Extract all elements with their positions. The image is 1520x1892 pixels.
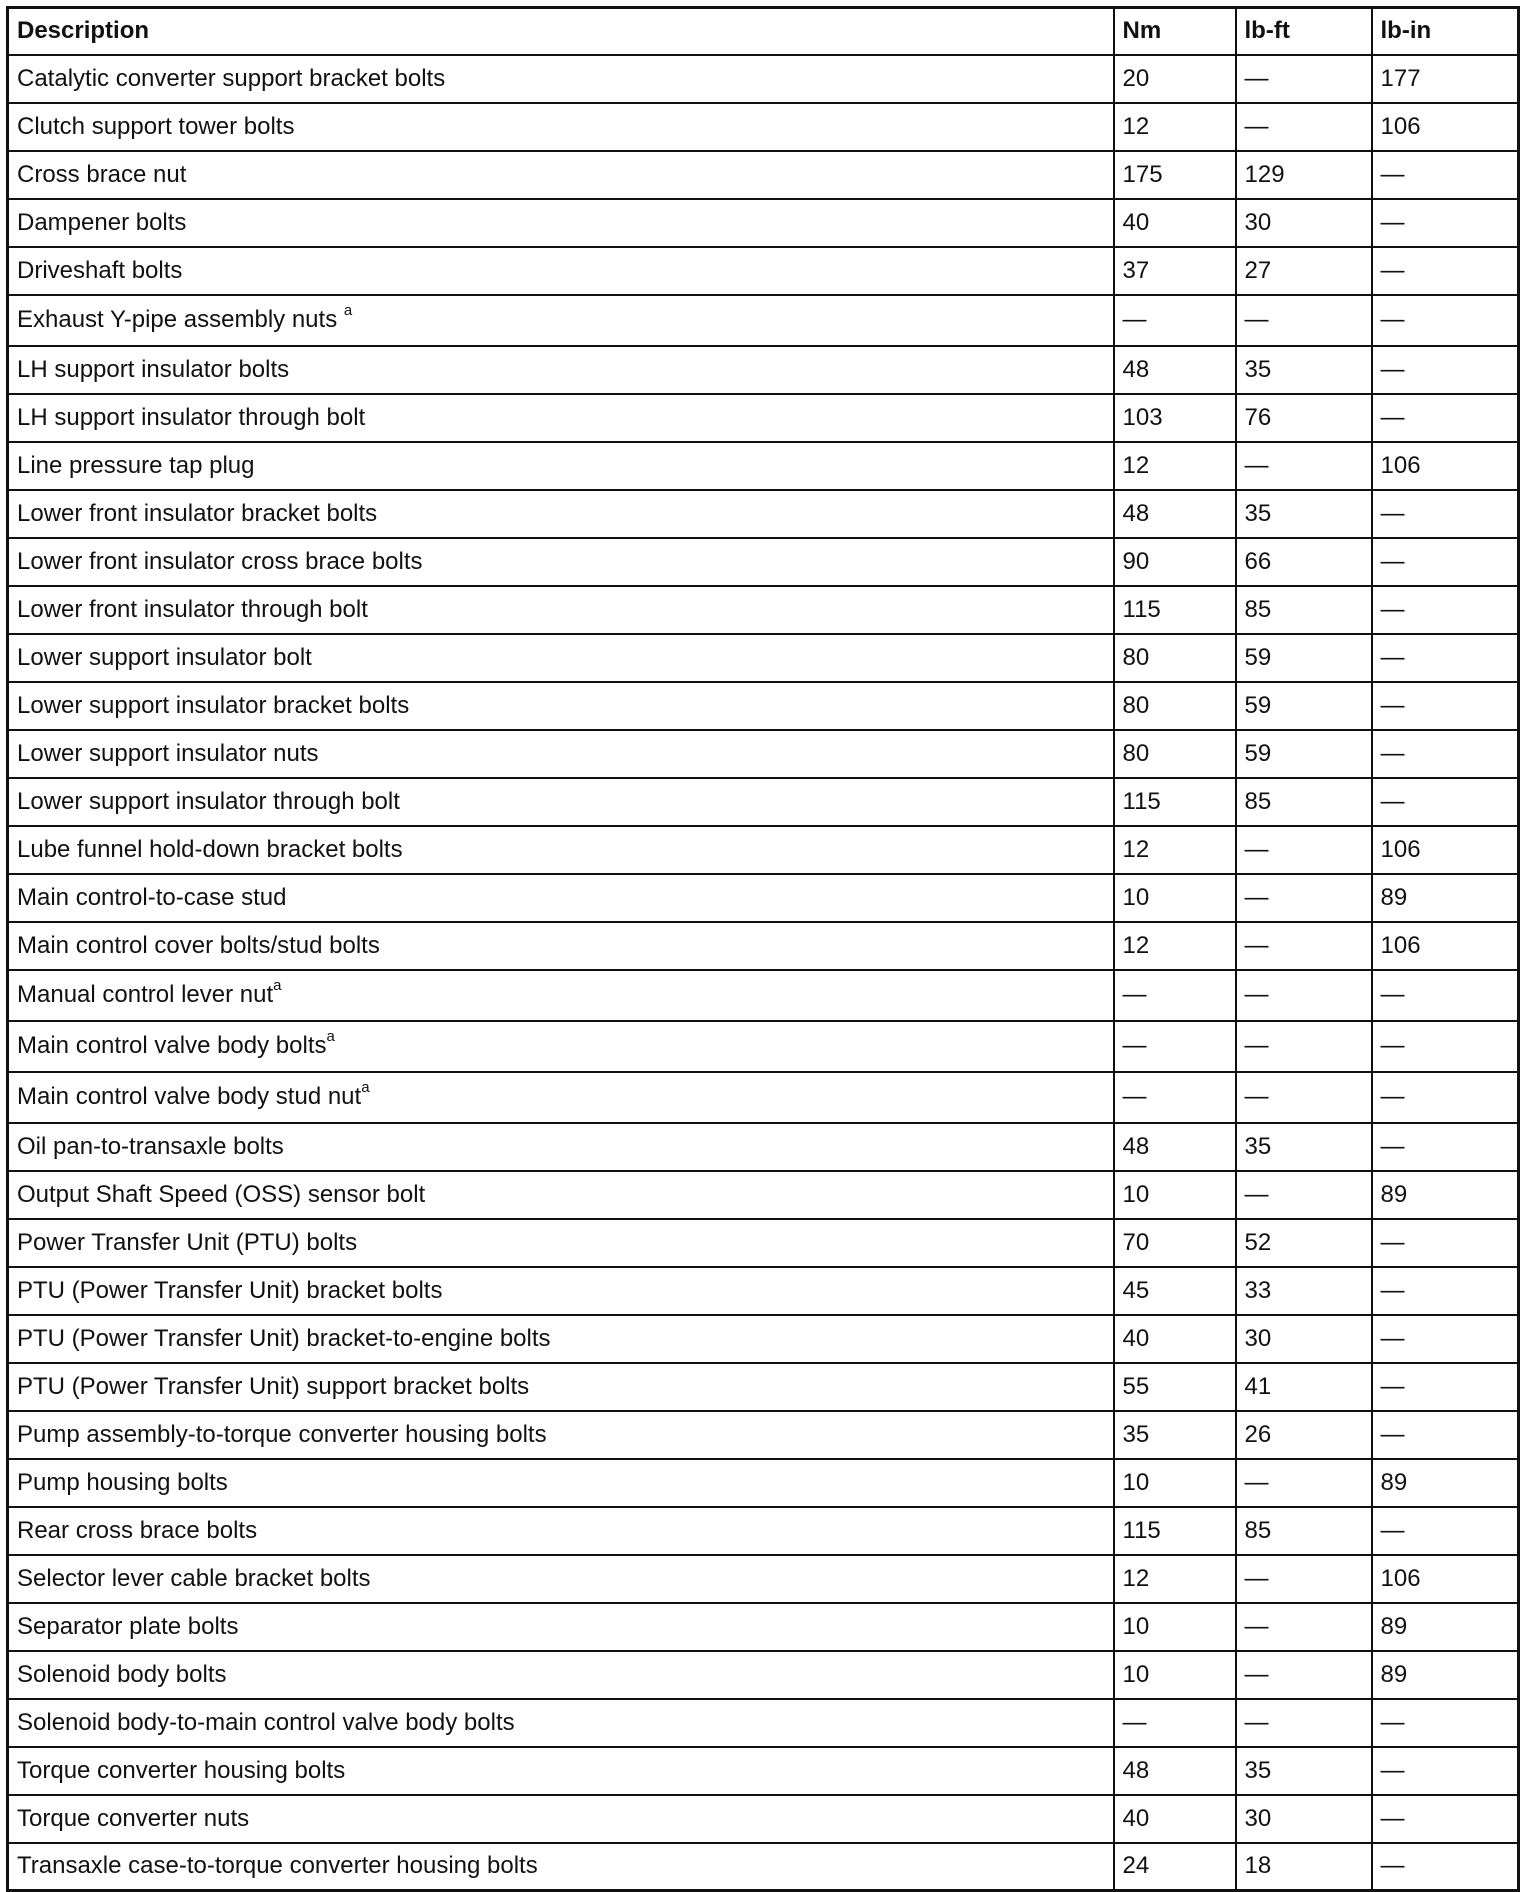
table-row: [8, 1315, 1519, 1363]
cell-lb-in: 106: [1372, 103, 1519, 151]
table-row: [8, 1507, 1519, 1555]
table-row: [8, 199, 1519, 247]
table-row: [8, 634, 1519, 682]
cell-lb-ft: —: [1236, 1021, 1372, 1072]
cell-lb-in: —: [1372, 247, 1519, 295]
cell-nm: 24: [1114, 1843, 1236, 1891]
cell-lb-in: —: [1372, 1699, 1519, 1747]
table-row: [8, 1411, 1519, 1459]
cell-lb-ft: 59: [1236, 634, 1372, 682]
cell-nm: 115: [1114, 1507, 1236, 1555]
description-text: Lower front insulator through bolt: [17, 595, 368, 623]
cell-description: [8, 490, 1114, 538]
table-row: [8, 970, 1519, 1021]
cell-nm: 55: [1114, 1363, 1236, 1411]
description-text: Main control valve body bolts: [17, 1032, 327, 1059]
cell-description: [8, 55, 1114, 103]
cell-nm: —: [1114, 1021, 1236, 1072]
description-text: Main control cover bolts/stud bolts: [17, 931, 380, 959]
cell-nm: 80: [1114, 730, 1236, 778]
cell-lb-ft: —: [1236, 103, 1372, 151]
cell-description: [8, 586, 1114, 634]
cell-lb-in: 89: [1372, 874, 1519, 922]
description-text: Transaxle case-to-torque converter housing bolts: [17, 1852, 538, 1880]
table-row: [8, 295, 1519, 346]
cell-lb-ft: —: [1236, 1651, 1372, 1699]
cell-lb-ft: —: [1236, 55, 1372, 103]
cell-lb-in: —: [1372, 394, 1519, 442]
cell-lb-ft: —: [1236, 1171, 1372, 1219]
cell-lb-ft: —: [1236, 295, 1372, 346]
table-row: [8, 151, 1519, 199]
table-row: [8, 394, 1519, 442]
cell-lb-in: —: [1372, 1843, 1519, 1891]
cell-lb-in: —: [1372, 1021, 1519, 1072]
cell-lb-ft: 30: [1236, 1315, 1372, 1363]
cell-lb-ft: 30: [1236, 1795, 1372, 1843]
cell-lb-ft: 85: [1236, 586, 1372, 634]
description-text: Catalytic converter support bracket bolts: [17, 64, 446, 92]
cell-nm: 70: [1114, 1219, 1236, 1267]
cell-lb-ft: 26: [1236, 1411, 1372, 1459]
cell-description: [8, 1843, 1114, 1891]
cell-lb-ft: 66: [1236, 538, 1372, 586]
cell-lb-in: —: [1372, 970, 1519, 1021]
cell-nm: 35: [1114, 1411, 1236, 1459]
footnote-marker: a: [273, 977, 282, 994]
cell-nm: 10: [1114, 1651, 1236, 1699]
table-row: [8, 1843, 1519, 1891]
table-row: [8, 1021, 1519, 1072]
cell-lb-ft: 18: [1236, 1843, 1372, 1891]
cell-nm: 90: [1114, 538, 1236, 586]
description-text: Pump housing bolts: [17, 1468, 228, 1496]
cell-nm: 12: [1114, 922, 1236, 970]
cell-description: [8, 1603, 1114, 1651]
cell-nm: 10: [1114, 1171, 1236, 1219]
cell-nm: 10: [1114, 1459, 1236, 1507]
table-row: [8, 1795, 1519, 1843]
cell-nm: 10: [1114, 874, 1236, 922]
cell-description: [8, 1699, 1114, 1747]
cell-description: [8, 538, 1114, 586]
cell-lb-in: —: [1372, 199, 1519, 247]
description-text: Torque converter housing bolts: [17, 1756, 346, 1784]
footnote-marker: a: [361, 1079, 370, 1096]
table-row: [8, 490, 1519, 538]
cell-nm: 40: [1114, 1795, 1236, 1843]
description-text: Lower support insulator through bolt: [17, 787, 400, 815]
table-row: [8, 1072, 1519, 1123]
description-text: Separator plate bolts: [17, 1612, 239, 1640]
cell-lb-in: —: [1372, 1219, 1519, 1267]
cell-lb-ft: 85: [1236, 1507, 1372, 1555]
cell-nm: —: [1114, 295, 1236, 346]
cell-lb-in: —: [1372, 730, 1519, 778]
header-lb-in: lb-in: [1372, 8, 1519, 55]
cell-description: [8, 1651, 1114, 1699]
description-text: Lower front insulator cross brace bolts: [17, 547, 423, 575]
cell-lb-ft: —: [1236, 826, 1372, 874]
cell-lb-in: —: [1372, 1411, 1519, 1459]
cell-lb-ft: —: [1236, 1072, 1372, 1123]
table-row: [8, 826, 1519, 874]
cell-lb-ft: 85: [1236, 778, 1372, 826]
cell-nm: 12: [1114, 826, 1236, 874]
description-text: Dampener bolts: [17, 208, 187, 236]
description-text: Lower support insulator bolt: [17, 643, 312, 671]
table-row: [8, 1267, 1519, 1315]
cell-description: [8, 1507, 1114, 1555]
description-text: PTU (Power Transfer Unit) bracket bolts: [17, 1276, 443, 1304]
cell-nm: 12: [1114, 103, 1236, 151]
cell-description: [8, 874, 1114, 922]
cell-lb-in: 89: [1372, 1171, 1519, 1219]
cell-nm: —: [1114, 1699, 1236, 1747]
cell-nm: 12: [1114, 1555, 1236, 1603]
description-text: Clutch support tower bolts: [17, 112, 295, 140]
cell-nm: 80: [1114, 634, 1236, 682]
table-row: [8, 1363, 1519, 1411]
cell-description: [8, 442, 1114, 490]
cell-lb-in: —: [1372, 490, 1519, 538]
table-row: [8, 442, 1519, 490]
cell-description: [8, 1123, 1114, 1171]
table-row: [8, 1651, 1519, 1699]
cell-lb-ft: 30: [1236, 199, 1372, 247]
table-row: [8, 1459, 1519, 1507]
cell-nm: —: [1114, 1072, 1236, 1123]
description-text: Exhaust Y-pipe assembly nuts: [17, 306, 344, 333]
cell-lb-ft: —: [1236, 442, 1372, 490]
description-text: Main control-to-case stud: [17, 883, 287, 911]
cell-description: [8, 682, 1114, 730]
cell-lb-in: 89: [1372, 1603, 1519, 1651]
cell-description: [8, 247, 1114, 295]
cell-lb-in: —: [1372, 778, 1519, 826]
header-row: [8, 8, 1519, 55]
cell-description: [8, 922, 1114, 970]
cell-lb-ft: 33: [1236, 1267, 1372, 1315]
cell-description: [8, 1219, 1114, 1267]
cell-lb-in: —: [1372, 1363, 1519, 1411]
table-row: [8, 922, 1519, 970]
cell-description: [8, 826, 1114, 874]
cell-description: [8, 346, 1114, 394]
description-text: Output Shaft Speed (OSS) sensor bolt: [17, 1180, 426, 1208]
cell-nm: 115: [1114, 586, 1236, 634]
table-row: [8, 1747, 1519, 1795]
cell-description: [8, 1795, 1114, 1843]
cell-lb-ft: 35: [1236, 1123, 1372, 1171]
description-text: LH support insulator through bolt: [17, 403, 366, 431]
description-text: Main control valve body stud nut: [17, 1083, 362, 1110]
cell-lb-ft: 52: [1236, 1219, 1372, 1267]
header-lb-ft: lb-ft: [1236, 8, 1372, 55]
cell-lb-ft: —: [1236, 1459, 1372, 1507]
cell-description: [8, 1747, 1114, 1795]
cell-lb-ft: 59: [1236, 682, 1372, 730]
cell-nm: 48: [1114, 1747, 1236, 1795]
cell-lb-ft: —: [1236, 874, 1372, 922]
description-text: Lower support insulator bracket bolts: [17, 691, 410, 719]
table-row: [8, 778, 1519, 826]
cell-lb-in: —: [1372, 1123, 1519, 1171]
table-row: [8, 346, 1519, 394]
cell-description: [8, 103, 1114, 151]
cell-lb-in: 106: [1372, 826, 1519, 874]
cell-description: [8, 778, 1114, 826]
description-text: Oil pan-to-transaxle bolts: [17, 1132, 284, 1160]
table-row: [8, 1603, 1519, 1651]
cell-lb-in: 106: [1372, 442, 1519, 490]
cell-description: [8, 1171, 1114, 1219]
cell-nm: 12: [1114, 442, 1236, 490]
cell-description: [8, 1072, 1114, 1123]
cell-nm: 10: [1114, 1603, 1236, 1651]
cell-description: [8, 1021, 1114, 1072]
cell-lb-ft: —: [1236, 1699, 1372, 1747]
table-row: [8, 538, 1519, 586]
torque-spec-table: [6, 6, 1520, 1892]
description-text: PTU (Power Transfer Unit) support bracket bolts: [17, 1372, 530, 1400]
cell-lb-ft: 129: [1236, 151, 1372, 199]
cell-lb-ft: —: [1236, 970, 1372, 1021]
description-text: Selector lever cable bracket bolts: [17, 1564, 371, 1592]
cell-lb-ft: —: [1236, 1555, 1372, 1603]
cell-description: [8, 1459, 1114, 1507]
cell-lb-in: 89: [1372, 1651, 1519, 1699]
description-text: Pump assembly-to-torque converter housing bolts: [17, 1420, 547, 1448]
table-row: [8, 1219, 1519, 1267]
header-nm: Nm: [1114, 8, 1236, 55]
cell-nm: 45: [1114, 1267, 1236, 1315]
cell-description: [8, 1555, 1114, 1603]
table-row: [8, 1171, 1519, 1219]
cell-lb-in: 106: [1372, 1555, 1519, 1603]
description-text: LH support insulator bolts: [17, 355, 290, 383]
table-row: [8, 682, 1519, 730]
cell-nm: 40: [1114, 1315, 1236, 1363]
cell-lb-in: —: [1372, 346, 1519, 394]
cell-lb-ft: 59: [1236, 730, 1372, 778]
description-text: Driveshaft bolts: [17, 256, 183, 284]
cell-lb-in: —: [1372, 586, 1519, 634]
description-text: Torque converter nuts: [17, 1804, 250, 1832]
description-text: Manual control lever nut: [17, 981, 274, 1008]
description-text: Line pressure tap plug: [17, 451, 255, 479]
cell-description: [8, 1363, 1114, 1411]
cell-lb-ft: —: [1236, 1603, 1372, 1651]
cell-lb-ft: 35: [1236, 1747, 1372, 1795]
cell-description: [8, 151, 1114, 199]
cell-lb-ft: 41: [1236, 1363, 1372, 1411]
cell-description: [8, 634, 1114, 682]
table-row: [8, 247, 1519, 295]
cell-nm: 103: [1114, 394, 1236, 442]
table-row: [8, 103, 1519, 151]
table-row: [8, 55, 1519, 103]
cell-nm: 48: [1114, 346, 1236, 394]
cell-nm: 48: [1114, 490, 1236, 538]
cell-lb-ft: 35: [1236, 346, 1372, 394]
cell-nm: —: [1114, 970, 1236, 1021]
footnote-marker: a: [326, 1028, 335, 1045]
table-row: [8, 874, 1519, 922]
cell-description: [8, 1267, 1114, 1315]
cell-nm: 115: [1114, 778, 1236, 826]
description-text: Lower front insulator bracket bolts: [17, 499, 378, 527]
table-row: [8, 586, 1519, 634]
description-text: Lube funnel hold-down bracket bolts: [17, 835, 403, 863]
cell-lb-in: —: [1372, 151, 1519, 199]
description-text: Rear cross brace bolts: [17, 1516, 258, 1544]
cell-nm: 40: [1114, 199, 1236, 247]
description-text: Power Transfer Unit (PTU) bolts: [17, 1228, 358, 1256]
cell-nm: 80: [1114, 682, 1236, 730]
cell-description: [8, 730, 1114, 778]
cell-lb-in: —: [1372, 1795, 1519, 1843]
header-description: Description: [8, 8, 1114, 55]
cell-description: [8, 199, 1114, 247]
cell-description: [8, 1411, 1114, 1459]
cell-description: [8, 1315, 1114, 1363]
description-text: Solenoid body-to-main control valve body bolts: [17, 1708, 515, 1736]
cell-description: [8, 970, 1114, 1021]
cell-nm: 48: [1114, 1123, 1236, 1171]
cell-nm: 175: [1114, 151, 1236, 199]
cell-lb-in: —: [1372, 1072, 1519, 1123]
cell-lb-ft: 35: [1236, 490, 1372, 538]
cell-lb-ft: —: [1236, 922, 1372, 970]
cell-description: [8, 394, 1114, 442]
cell-lb-in: 106: [1372, 922, 1519, 970]
cell-nm: 20: [1114, 55, 1236, 103]
cell-lb-in: —: [1372, 295, 1519, 346]
cell-lb-ft: 76: [1236, 394, 1372, 442]
table-row: [8, 1123, 1519, 1171]
cell-lb-in: —: [1372, 634, 1519, 682]
cell-lb-in: —: [1372, 682, 1519, 730]
description-text: Solenoid body bolts: [17, 1660, 227, 1688]
table-row: [8, 1699, 1519, 1747]
cell-lb-in: —: [1372, 1507, 1519, 1555]
table-row: [8, 730, 1519, 778]
cell-lb-in: —: [1372, 1747, 1519, 1795]
cell-lb-in: 177: [1372, 55, 1519, 103]
description-text: Lower support insulator nuts: [17, 739, 319, 767]
description-text: Cross brace nut: [17, 160, 187, 188]
cell-nm: 37: [1114, 247, 1236, 295]
cell-lb-ft: 27: [1236, 247, 1372, 295]
description-text: PTU (Power Transfer Unit) bracket-to-engine bolts: [17, 1324, 551, 1352]
cell-description: [8, 295, 1114, 346]
cell-lb-in: —: [1372, 538, 1519, 586]
table-row: [8, 1555, 1519, 1603]
footnote-marker: a: [343, 302, 353, 319]
cell-lb-in: 89: [1372, 1459, 1519, 1507]
cell-lb-in: —: [1372, 1267, 1519, 1315]
cell-lb-in: —: [1372, 1315, 1519, 1363]
